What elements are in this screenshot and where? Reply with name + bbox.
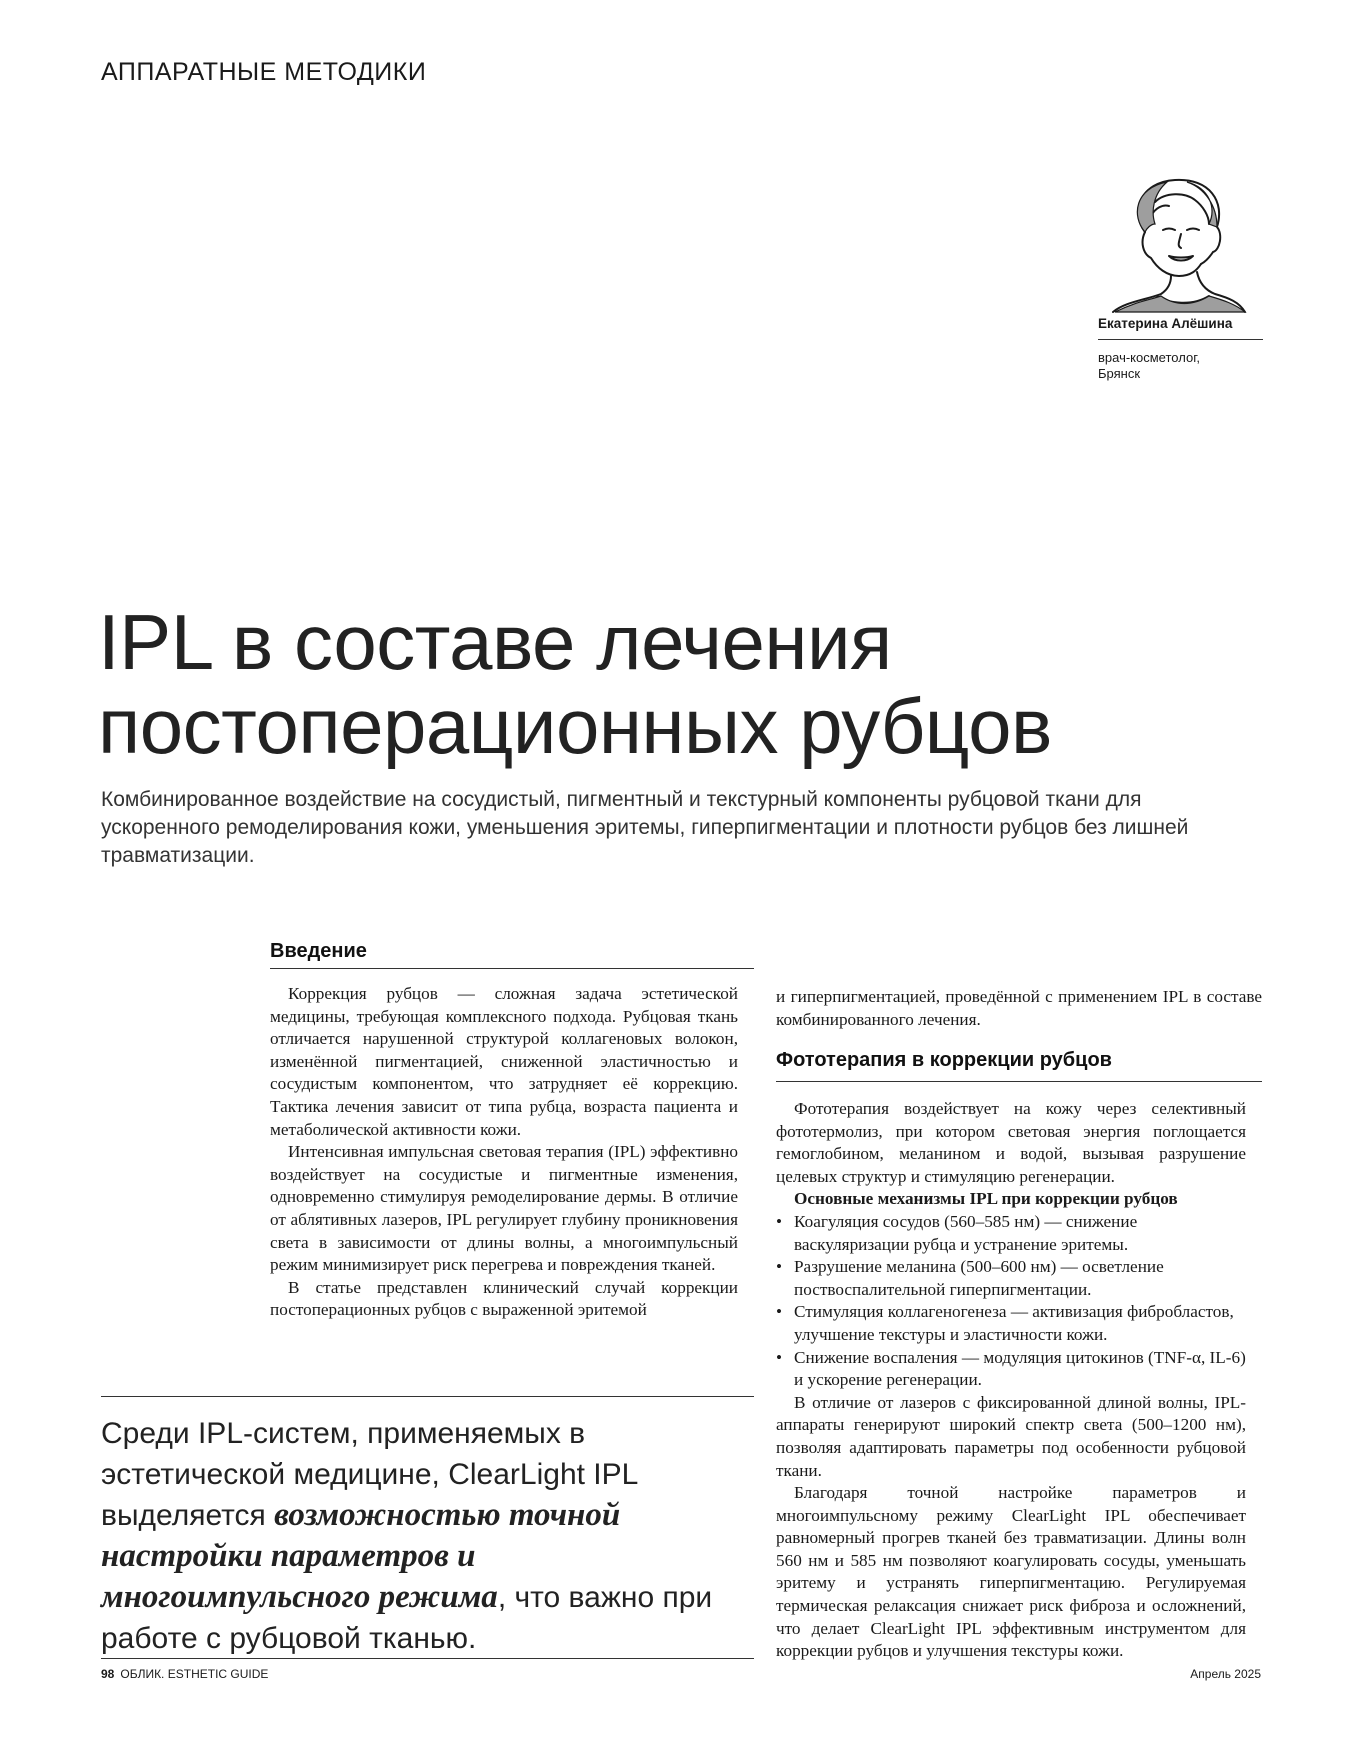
author-role <box>1098 350 1200 382</box>
intro-heading: Введение <box>270 940 367 962</box>
phototherapy-paragraph: Фототерапия воздействует на кожу через селективный фототермолиз, при котором световая энергия поглощается гемоглобином, меланином и водой, вызывая разрушение целевых структур и стимуляцию регенерации. <box>776 1099 1246 1186</box>
author-name: Екатерина Алёшина <box>1098 316 1233 331</box>
phototherapy-heading-rule <box>776 1081 1262 1082</box>
mechanism-item: • Стимуляция коллагеногенеза — активизация фибробластов, улучшение текстуры и эластичности кожи. <box>776 1301 1246 1346</box>
magazine-name: ОБЛИК. ESTHETIC GUIDE <box>120 1667 269 1681</box>
intro-continuation <box>776 986 1262 1031</box>
intro-paragraph-continued: и гиперпигментацией, проведённой с применением IPL в составе комбинированного лечения. <box>776 987 1262 1029</box>
phototherapy-paragraph: В отличие от лазеров с фиксированной длиной волны, IPL-аппараты генерируют широкий спектр света (500–1200 нм), позволяя адаптировать параметры под особенности рубцовой ткани. <box>776 1392 1246 1480</box>
intro-paragraph: Коррекция рубцов — сложная задача эстетической медицины, требующая комплексного подхода. Рубцовая ткань отличается нарушенной структурой коллагеновых волокон, изменённой пигментацией, сниженной эластичностью и сосудистым компонентом, что затрудняет её коррекцию. Тактика лечения зависит от типа рубца, возраста пациента и метаболической активности кожи. <box>270 984 738 1139</box>
phototherapy-column <box>776 1098 1246 1663</box>
author-portrait <box>1105 172 1250 314</box>
footer-left <box>101 1667 268 1681</box>
mechanism-item: • Снижение воспаления — модуляция цитокинов (TNF-α, IL-6) и ускорение регенерации. <box>776 1347 1246 1392</box>
intro-heading-rule <box>270 968 754 969</box>
section-label: АППАРАТНЫЕ МЕТОДИКИ <box>101 58 427 86</box>
pullquote-text: Среди IPL-систем, применяемых в эстетической медицине, ClearLight IPL выделяется <box>101 1417 638 1532</box>
phototherapy-paragraph: Благодаря точной настройке параметров и многоимпульсному режиму ClearLight IPL обеспечивает равномерный прогрев тканей без травматизации. Длины волн 560 нм и 585 нм позволяют коагулировать сосуды, уменьшать эритему и устранять гиперпигментацию. Регулируемая термическая релаксация снижает риск фиброза и осложнений, что делает ClearLight IPL эффективным инструментом для коррекции рубцов и улучшения текстуры кожи. <box>776 1483 1246 1661</box>
author-city: Брянск <box>1098 366 1141 381</box>
intro-paragraph: Интенсивная импульсная световая терапия (IPL) эффективно воздействует на сосудистые и пигментные изменения, одновременно стимулируя ремоделирование дермы. В отличие от аблятивных лазеров, IPL регулирует глубину проникновения света в зависимости от длины волны, а многоимпульсный режим минимизирует риск перегрева и повреждения тканей. <box>270 1142 738 1275</box>
intro-paragraph: В статье представлен клинический случай коррекции постоперационных рубцов с выраженной эритемой <box>270 1277 738 1320</box>
intro-column <box>270 983 738 1322</box>
mechanisms-subheading: Основные механизмы IPL при коррекции рубцов <box>794 1189 1178 1209</box>
pullquote-bottom-rule <box>101 1658 754 1659</box>
pullquote-emphasis: возможностью точной настройки параметров и многоимпульсного режима <box>101 1497 621 1615</box>
pullquote-text: , что важно при работе с рубцовой тканью. <box>101 1581 713 1655</box>
title-line-2: постоперационных рубцов <box>98 682 1052 770</box>
pullquote-top-rule <box>101 1396 754 1397</box>
mechanism-item: • Коагуляция сосудов (560–585 нм) — снижение васкуляризации рубца и устранение эритемы. <box>776 1211 1246 1256</box>
author-role-line: врач-косметолог, <box>1098 350 1200 365</box>
mechanism-item: • Разрушение меланина (500–600 нм) — осветление поствоспалительной гиперпигментации. <box>776 1256 1246 1301</box>
page-number: 98 <box>101 1667 115 1681</box>
article-title <box>98 600 1052 768</box>
author-divider <box>1098 339 1263 340</box>
mechanisms-list <box>776 1211 1246 1392</box>
article-lede: Комбинированное воздействие на сосудистый, пигментный и текстурный компоненты рубцовой ткани для ускоренного ремоделирования кожи, уменьшения эритемы, гиперпигментации и плотности рубцов без лишней травматизации. <box>101 788 1189 867</box>
pullquote <box>101 1413 741 1659</box>
title-line-1: IPL в составе лечения <box>98 598 892 686</box>
phototherapy-heading: Фототерапия в коррекции рубцов <box>776 1049 1112 1071</box>
issue-date: Апрель 2025 <box>1190 1667 1261 1681</box>
